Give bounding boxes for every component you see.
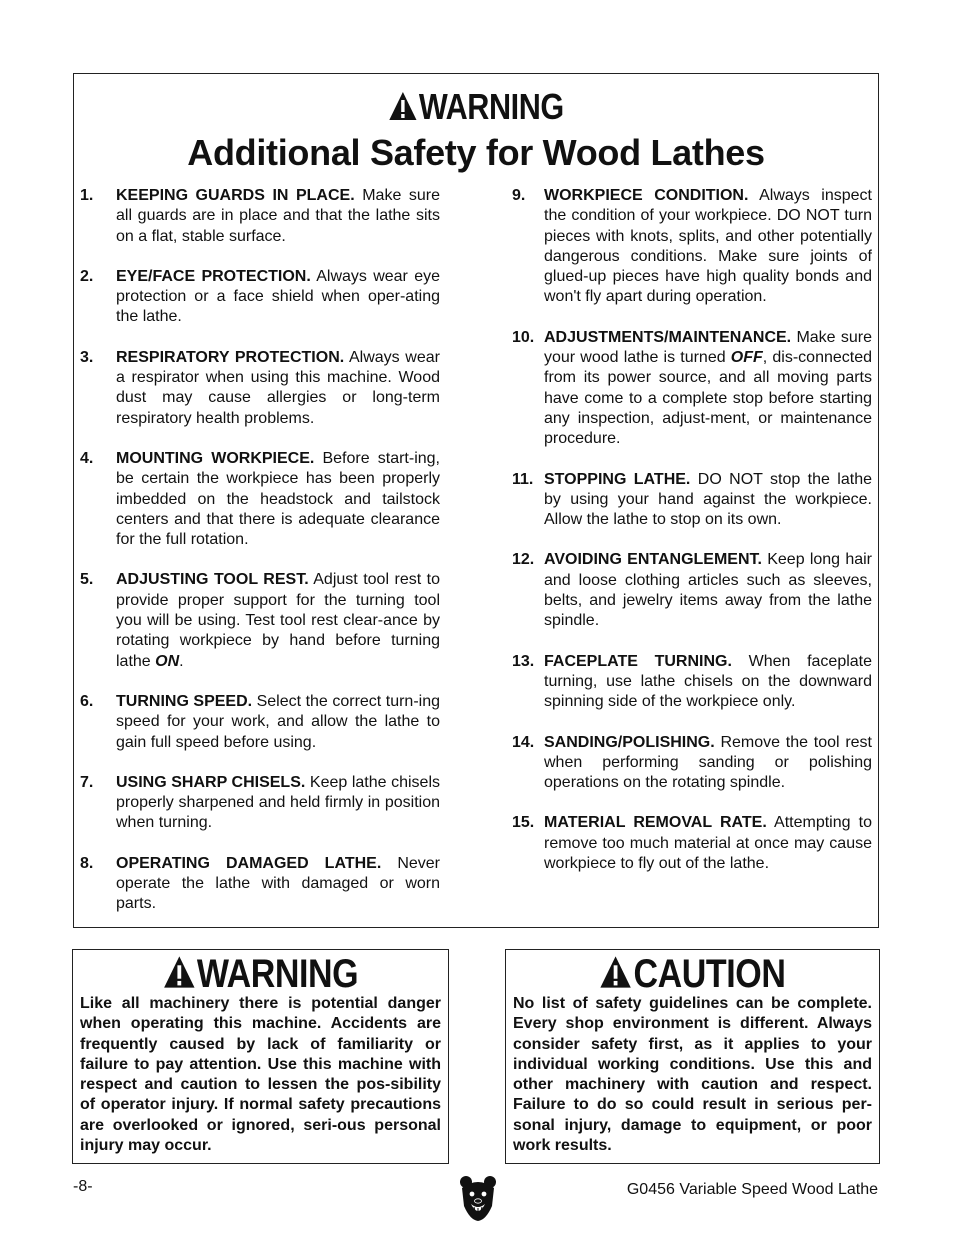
safety-item bbox=[80, 692, 440, 753]
item-heading: TURNING SPEED. bbox=[116, 692, 253, 710]
warning-triangle-icon bbox=[163, 955, 195, 989]
item-emphasis: ON bbox=[155, 652, 180, 670]
item-text: Always wear eye protection or a face shield when oper-ating the lathe. bbox=[116, 267, 440, 326]
caution-box-word: CAUTION bbox=[633, 952, 786, 996]
item-heading: FACEPLATE TURNING. bbox=[544, 652, 732, 670]
safety-item bbox=[512, 550, 872, 631]
caution-box-header bbox=[534, 952, 851, 997]
safety-item bbox=[512, 186, 872, 308]
warning-box-header bbox=[101, 952, 420, 997]
safety-item bbox=[80, 854, 440, 915]
item-heading: WORKPIECE CONDITION. bbox=[544, 187, 749, 204]
item-text: Before start-ing, be certain the workpiece has been properly imbedded on the headstock and tailstock centers and that there is adequate clearance for the full rotation. bbox=[116, 449, 440, 549]
item-number: 10. bbox=[512, 328, 535, 346]
item-heading: EYE/FACE PROTECTION. bbox=[116, 267, 311, 285]
item-number: 12. bbox=[512, 551, 535, 569]
item-text: When faceplate turning, use lathe chisels on the downward spinning side of the workpiece only. bbox=[544, 652, 873, 711]
warning-word: WARNING bbox=[418, 86, 564, 127]
item-number: 13. bbox=[512, 652, 535, 670]
warning-header bbox=[134, 86, 817, 128]
item-emphasis: OFF bbox=[730, 349, 763, 367]
caution-box-text: No list of safety guidelines can be complete. Every shop environment is different. Always consider safety first, as it applies to your individual working conditions. Use this and other machinery with caution and respect. Failure to do so could result in serious per-sonal injury, damage to equipment, or poor work results. bbox=[513, 995, 872, 1155]
left-column bbox=[80, 186, 440, 935]
item-number: 1. bbox=[80, 187, 94, 204]
item-text: Never operate the lathe with damaged or worn parts. bbox=[116, 854, 441, 913]
safety-item bbox=[80, 449, 440, 550]
item-heading: USING SHARP CHISELS. bbox=[116, 773, 306, 791]
item-text: Keep long hair and loose clothing articles such as sleeves, belts, and jewelry items away from the lathe spindle. bbox=[544, 551, 872, 630]
item-heading: MOUNTING WORKPIECE. bbox=[116, 449, 315, 467]
item-text: Adjust tool rest to provide proper support for the turning tool you will be using. Test tool rest clear-ance by rotating workpiece by hand before turning lathe bbox=[116, 571, 440, 670]
safety-item bbox=[512, 470, 872, 531]
safety-item bbox=[80, 267, 440, 328]
item-number: 9. bbox=[512, 187, 526, 204]
item-number: 4. bbox=[80, 449, 94, 467]
item-heading: SANDING/POLISHING. bbox=[544, 733, 715, 751]
item-heading: STOPPING LATHE. bbox=[544, 470, 691, 488]
item-heading: KEEPING GUARDS IN PLACE. bbox=[116, 187, 355, 204]
bear-head-icon bbox=[458, 1174, 498, 1222]
item-text: DO NOT stop the lathe by using your hand against the workpiece. Allow the lathe to stop on its own. bbox=[544, 470, 873, 529]
item-text: Select the correct turn-ing speed for your work, and allow the lathe to gain full speed before using. bbox=[116, 692, 441, 751]
page-title: Additional Safety for Wood Lathes bbox=[187, 132, 765, 173]
item-text: Always wear a respirator when using this machine. Wood dust may cause allergies or long-term respiratory health problems. bbox=[116, 348, 440, 427]
safety-item bbox=[512, 328, 872, 450]
item-number: 14. bbox=[512, 733, 535, 751]
item-number: 5. bbox=[80, 571, 94, 589]
safety-item bbox=[512, 733, 872, 794]
item-number: 6. bbox=[80, 692, 94, 710]
caution-box bbox=[505, 949, 880, 1164]
item-heading: MATERIAL REMOVAL RATE. bbox=[544, 814, 767, 832]
item-number: 15. bbox=[512, 814, 535, 832]
safety-box bbox=[73, 73, 879, 928]
item-text: Remove the tool rest when performing sanding or polishing operations on the rotating spindle. bbox=[544, 733, 872, 792]
item-number: 11. bbox=[512, 470, 534, 488]
page-number: -8- bbox=[73, 1178, 93, 1195]
item-heading: OPERATING DAMAGED LATHE. bbox=[116, 854, 382, 872]
item-heading: AVOIDING ENTANGLEMENT. bbox=[544, 551, 762, 569]
item-text-after: , dis-connected from its power source, and all moving parts have come to a complete stop before starting any inspection, adjust-ment, or maintenance procedure. bbox=[544, 349, 872, 448]
item-text: Make sure all guards are in place and that the lathe sits on a flat, stable surface. bbox=[116, 187, 441, 245]
safety-item bbox=[80, 348, 440, 429]
warning-box bbox=[72, 949, 449, 1164]
item-heading: ADJUSTING TOOL REST. bbox=[116, 571, 309, 589]
warning-box-text: Like all machinery there is potential danger when operating this machine. Accidents are frequently caused by lack of familiarity or failure to pay attention. Use this machine with respect and caution to lessen the pos-sibility of operator injury. If normal safety precautions are overlooked or ignored, seri-ous personal injury may occur. bbox=[80, 995, 441, 1155]
item-text: Make sure your wood lathe is turned bbox=[544, 328, 872, 367]
item-number: 8. bbox=[80, 854, 94, 872]
footer-title: G0456 Variable Speed Wood Lathe bbox=[626, 1181, 878, 1198]
warning-box-word: WARNING bbox=[196, 952, 359, 996]
right-column bbox=[512, 186, 872, 894]
item-number: 7. bbox=[80, 773, 94, 791]
warning-triangle-icon bbox=[388, 91, 417, 121]
caution-triangle-icon bbox=[600, 955, 632, 989]
item-text-after: . bbox=[179, 652, 184, 670]
safety-item bbox=[512, 813, 872, 874]
safety-item bbox=[512, 652, 872, 713]
item-text: Keep lathe chisels properly sharpened and held firmly in position when turning. bbox=[116, 773, 440, 832]
safety-item bbox=[80, 186, 440, 247]
item-heading: ADJUSTMENTS/MAINTENANCE. bbox=[544, 328, 792, 346]
safety-item bbox=[80, 773, 440, 834]
item-text: Attempting to remove too much material at once may cause workpiece to fly out of the lathe. bbox=[544, 814, 872, 873]
item-number: 2. bbox=[80, 267, 94, 285]
safety-item bbox=[80, 570, 440, 671]
item-heading: RESPIRATORY PROTECTION. bbox=[116, 348, 345, 366]
item-text: Always inspect the condition of your workpiece. DO NOT turn pieces with knots, splits, and other potentially dangerous conditions. Make sure joints of glued-up pieces have high quality bonds and won't fly apart during operation. bbox=[544, 187, 872, 306]
item-number: 3. bbox=[80, 348, 94, 366]
